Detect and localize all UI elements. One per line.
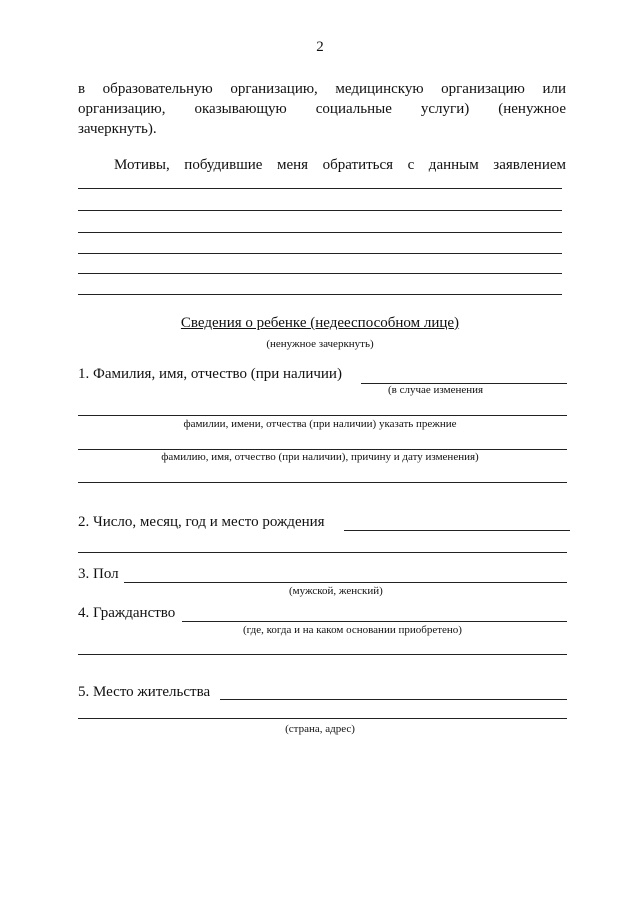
motives-line-2[interactable]: [78, 210, 562, 211]
full-name-label: 1. Фамилия, имя, отчество (при наличии): [78, 366, 342, 382]
full-name-line-3[interactable]: [78, 449, 567, 450]
birth-line-2[interactable]: [78, 552, 567, 553]
full-name-hint-3: фамилию, имя, отчество (при наличии), причину и дату изменения): [161, 451, 479, 463]
page-number: 2: [316, 39, 324, 55]
child-section-title: Сведения о ребенке (недееспособном лице): [180, 315, 460, 331]
intro-line-3: зачеркнуть).: [78, 121, 157, 137]
child-section-note: (ненужное зачеркнуть): [266, 338, 374, 350]
residence-hint: (страна, адрес): [285, 723, 355, 735]
citizenship-line[interactable]: [182, 621, 567, 622]
intro-line-2: организацию, оказывающую социальные услуги) (ненужное: [78, 101, 566, 117]
motives-line-3[interactable]: [78, 232, 562, 233]
motives-line-4[interactable]: [78, 253, 562, 254]
full-name-line-4[interactable]: [78, 482, 567, 483]
intro-line-1: в образовательную организацию, медицинскую организацию или: [78, 81, 566, 97]
sex-line[interactable]: [124, 582, 567, 583]
sex-hint: (мужской, женский): [289, 585, 383, 597]
citizenship-hint: (где, когда и на каком основании приобретено): [243, 624, 462, 636]
motives-label: Мотивы, побудившие меня обратиться с данным заявлением: [114, 157, 566, 173]
residence-line-2[interactable]: [78, 718, 567, 719]
motives-line-1[interactable]: [78, 188, 562, 189]
full-name-hint-1: (в случае изменения: [388, 384, 484, 396]
residence-line[interactable]: [220, 699, 567, 700]
motives-line-6[interactable]: [78, 294, 562, 295]
citizenship-line-2[interactable]: [78, 654, 567, 655]
full-name-line-2[interactable]: [78, 415, 567, 416]
full-name-hint-2: фамилии, имени, отчества (при наличии) указать прежние: [183, 418, 457, 430]
citizenship-label: 4. Гражданство: [78, 605, 176, 621]
residence-label: 5. Место жительства: [78, 684, 211, 700]
motives-line-5[interactable]: [78, 273, 562, 274]
birth-label: 2. Число, месяц, год и место рождения: [78, 514, 325, 530]
sex-label: 3. Пол: [78, 566, 119, 582]
birth-line[interactable]: [344, 530, 570, 531]
